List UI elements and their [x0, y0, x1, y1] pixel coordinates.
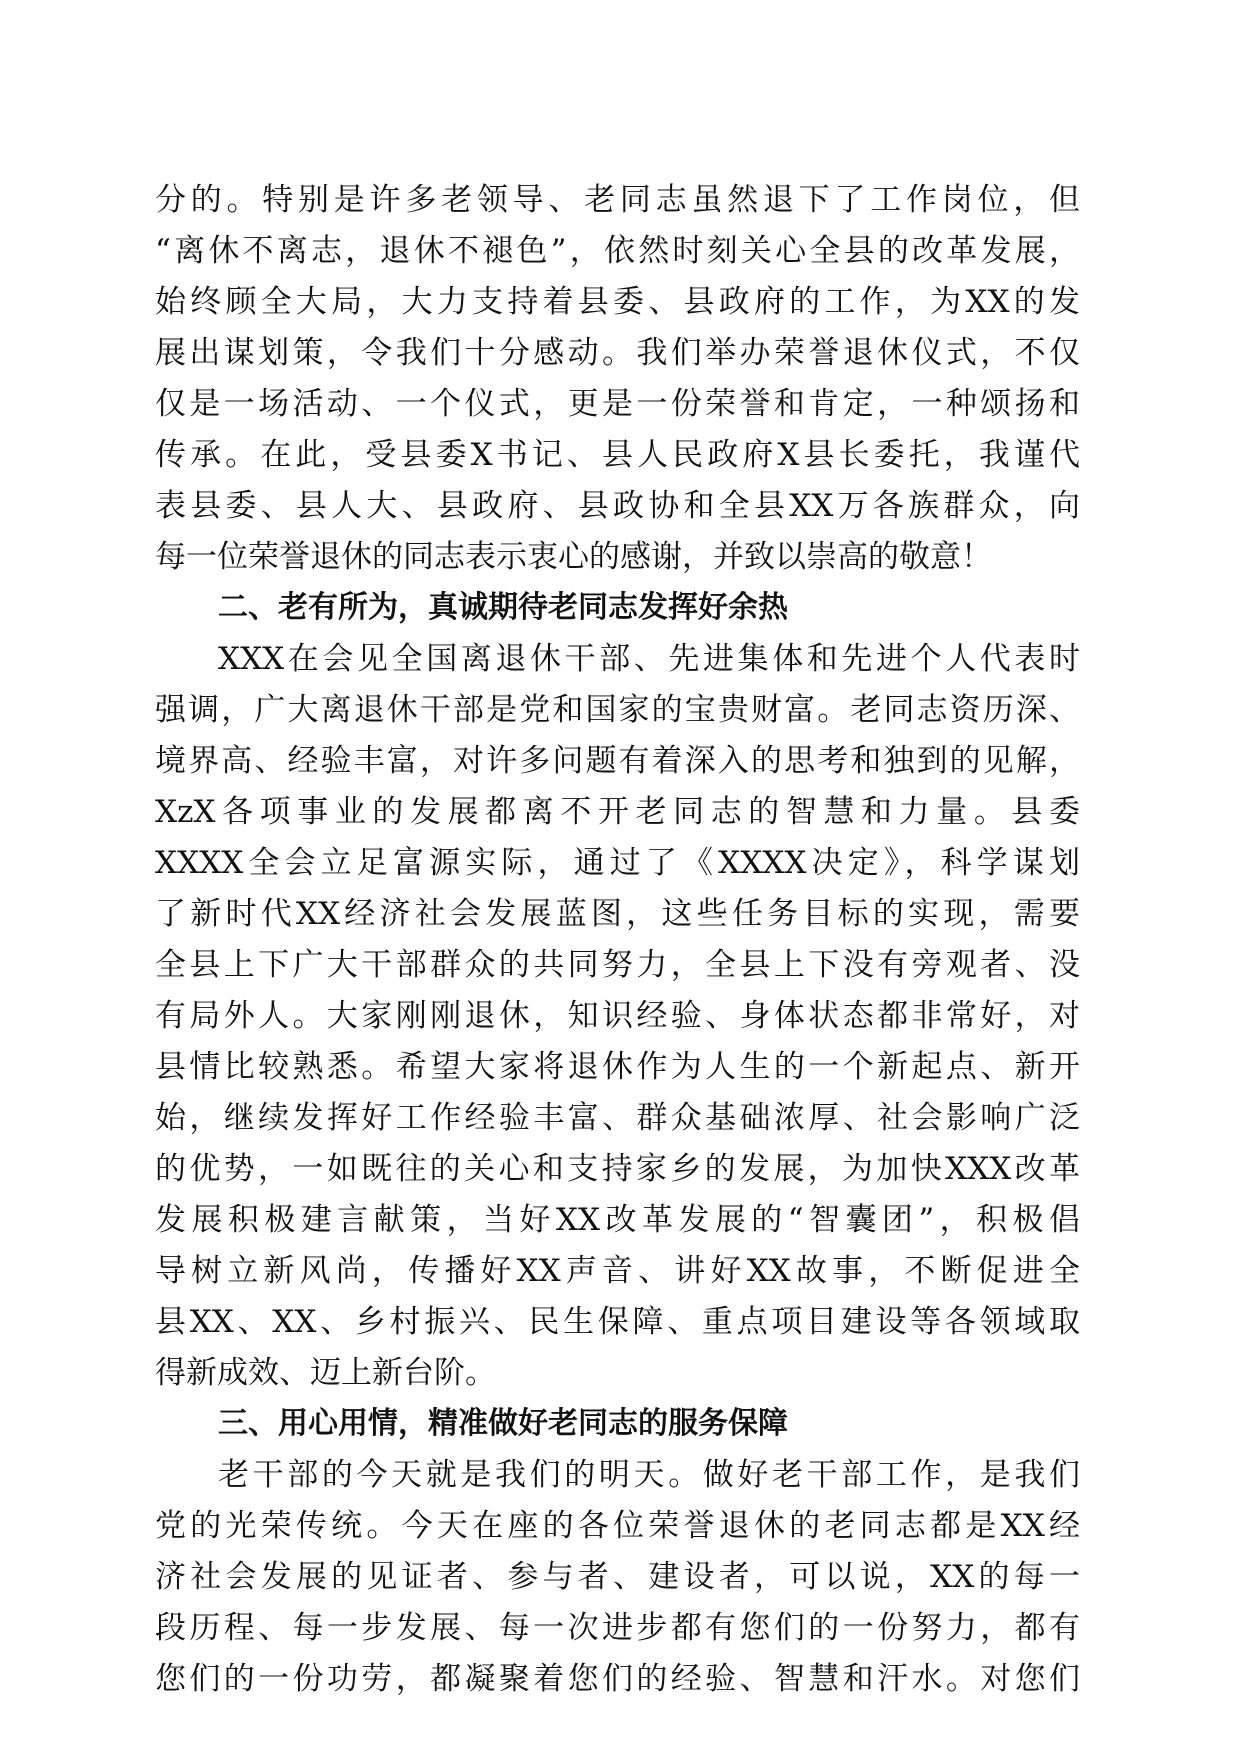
- paragraph-line: 强调，广大离退休干部是党和国家的宝贵财富。老同志资历深、: [155, 692, 1080, 728]
- section-heading-3: 三、用心用情，精准做好老同志的服务保障: [218, 1406, 788, 1441]
- paragraph-line: 始，继续发挥好工作经验丰富、群众基础浓厚、社会影响广泛: [155, 1100, 1080, 1136]
- paragraph-line: 有局外人。大家刚刚退休，知识经验、身体状态都非常好，对: [155, 998, 1080, 1034]
- paragraph-line: 导树立新风尚，传播好XX声音、讲好XX故事，不断促进全: [155, 1253, 1080, 1289]
- paragraph-line: 传承。在此，受县委X书记、县人民政府X县长委托，我谨代: [155, 437, 1080, 473]
- paragraph-line: 县XX、XX、乡村振兴、民生保障、重点项目建设等各领域取: [155, 1304, 1080, 1340]
- paragraph-line: 济社会发展的见证者、参与者、建设者，可以说，XX的每一: [155, 1559, 1080, 1595]
- paragraph-line: 仅是一场活动、一个仪式，更是一份荣誉和肯定，一种颂扬和: [155, 386, 1080, 422]
- paragraph-line: 县情比较熟悉。希望大家将退休作为人生的一个新起点、新开: [155, 1049, 1080, 1085]
- paragraph-line: 了新时代XX经济社会发展蓝图，这些任务目标的实现，需要: [155, 896, 1080, 932]
- paragraph-line: 全县上下广大干部群众的共同努力，全县上下没有旁观者、没: [155, 947, 1080, 983]
- paragraph-line: 分的。特别是许多老领导、老同志虽然退下了工作岗位，但: [155, 182, 1080, 218]
- paragraph-line: 表县委、县人大、县政府、县政协和全县XX万各族群众，向: [155, 488, 1080, 524]
- paragraph-line: 展出谋划策，令我们十分感动。我们举办荣誉退休仪式，不仅: [155, 335, 1080, 371]
- paragraph-line: 老干部的今天就是我们的明天。做好老干部工作，是我们: [218, 1457, 1080, 1493]
- paragraph-line: 得新成效、迈上新台阶。: [155, 1355, 496, 1391]
- paragraph-line: XzX各项事业的发展都离不开老同志的智慧和力量。县委: [155, 794, 1080, 830]
- paragraph-line: 每一位荣誉退休的同志表示衷心的感谢，并致以崇高的敬意！: [155, 539, 992, 575]
- paragraph-line: 段历程、每一步发展、每一次进步都有您们的一份努力，都有: [155, 1610, 1080, 1646]
- paragraph-line: XXXX全会立足富源实际，通过了《XXXX决定》，科学谋划: [155, 845, 1080, 881]
- paragraph-line: 的优势，一如既往的关心和支持家乡的发展，为加快XXX改革: [155, 1151, 1080, 1187]
- paragraph-line: “离休不离志，退休不褪色”，依然时刻关心全县的改革发展，: [155, 233, 1080, 269]
- paragraph-line: 境界高、经验丰富，对许多问题有着深入的思考和独到的见解，: [155, 743, 1080, 779]
- paragraph-line: XXX在会见全国离退休干部、先进集体和先进个人代表时: [218, 641, 1080, 677]
- paragraph-line: 党的光荣传统。今天在座的各位荣誉退休的老同志都是XX经: [155, 1508, 1080, 1544]
- section-heading-2: 二、老有所为，真诚期待老同志发挥好余热: [218, 590, 788, 625]
- paragraph-line: 您们的一份功劳，都凝聚着您们的经验、智慧和汗水。对您们: [155, 1661, 1080, 1697]
- paragraph-line: 始终顾全大局，大力支持着县委、县政府的工作，为XX的发: [155, 284, 1080, 320]
- paragraph-line: 发展积极建言献策，当好XX改革发展的“智囊团”，积极倡: [155, 1202, 1080, 1238]
